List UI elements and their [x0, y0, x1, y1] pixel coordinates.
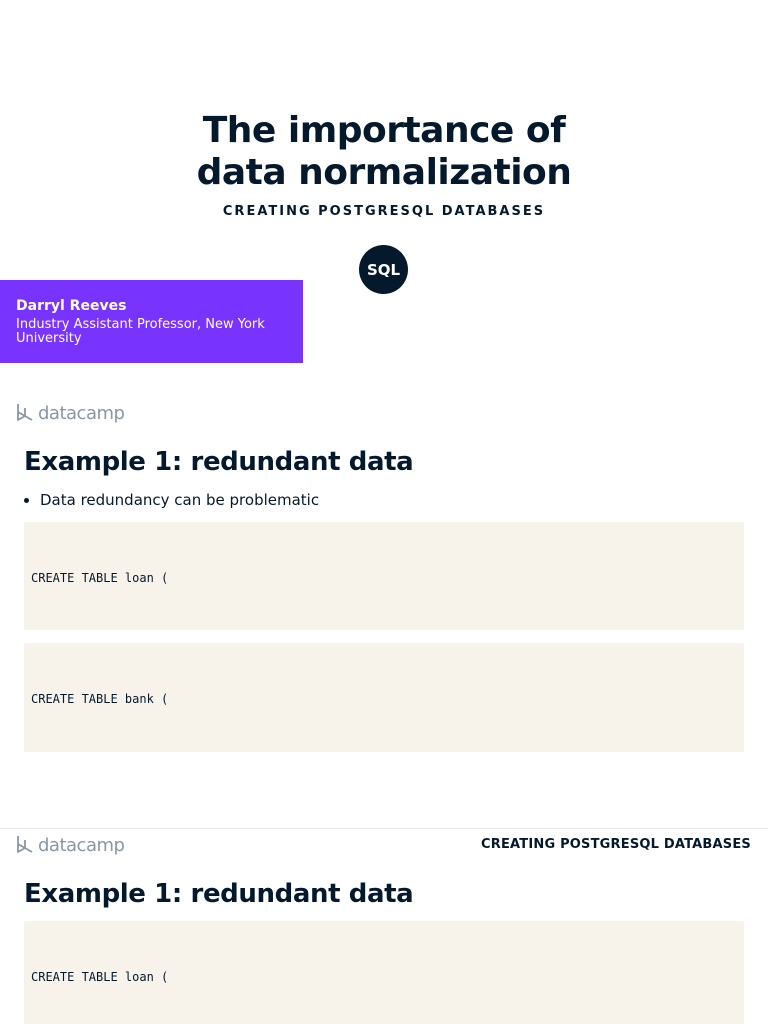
code-block-bank	[24, 643, 744, 752]
code-line: CREATE TABLE loan (	[31, 970, 169, 984]
datacamp-logo	[16, 402, 124, 424]
slide-heading: Example 1: redundant data	[24, 447, 414, 477]
running-header: CREATING POSTGRESQL DATABASES	[481, 837, 751, 852]
author-name: Darryl Reeves	[16, 298, 127, 314]
slide-title	[0, 110, 768, 194]
code-block-loan	[24, 522, 744, 630]
slide-divider	[0, 828, 768, 829]
datacamp-logo	[16, 834, 124, 856]
author-box	[0, 280, 303, 363]
datacamp-logo-icon	[16, 402, 34, 424]
logo-text: datacamp	[38, 834, 125, 856]
title-line-2: data normalization	[196, 152, 572, 193]
datacamp-logo-icon	[16, 834, 34, 856]
sql-badge: SQL	[359, 245, 408, 294]
code-line: CREATE TABLE bank (	[31, 692, 169, 706]
logo-text: datacamp	[38, 402, 125, 424]
title-line-1: The importance of	[202, 110, 566, 151]
bullet-item	[24, 491, 319, 509]
author-role: Industry Assistant Professor, New York University	[16, 317, 265, 346]
bullet-dot	[24, 498, 29, 503]
code-line	[31, 749, 737, 753]
code-line	[31, 628, 737, 631]
code-line: CREATE TABLE loan (	[31, 571, 169, 585]
slide-heading: Example 1: redundant data	[24, 879, 414, 909]
bullet-text: Data redundancy can be problematic	[40, 491, 320, 509]
slide-subtitle: CREATING POSTGRESQL DATABASES	[222, 204, 546, 219]
code-block-loan	[24, 921, 744, 1024]
